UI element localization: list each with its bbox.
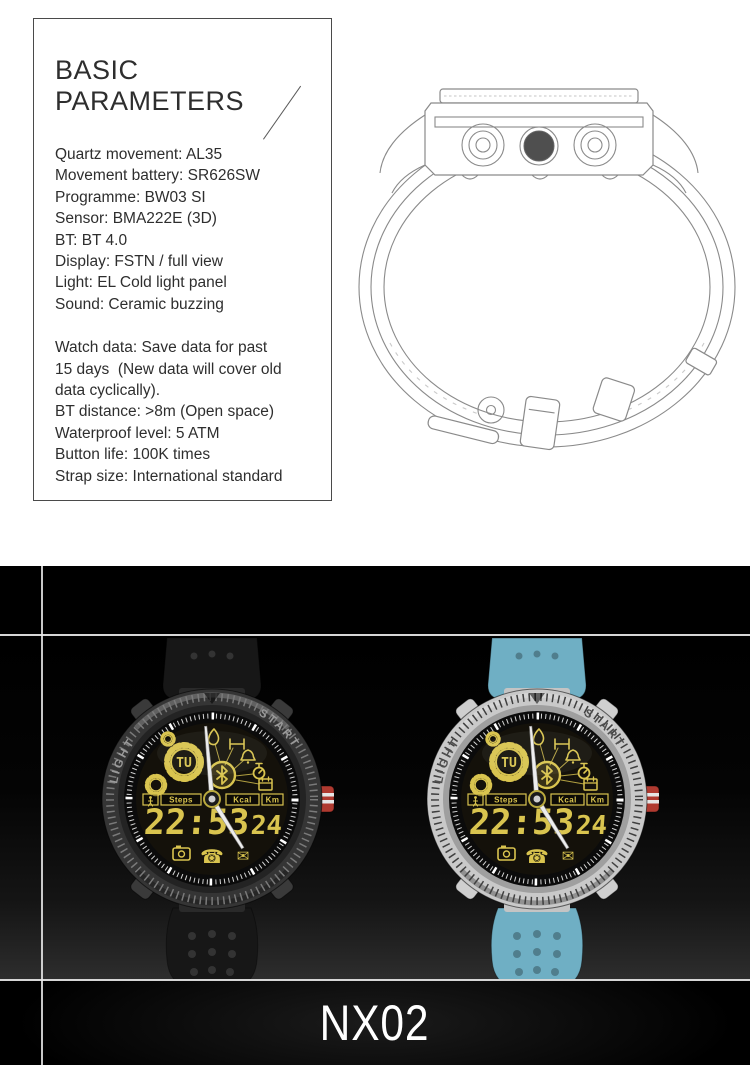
spec-line: Sensor: BMA222E (3D) — [55, 210, 217, 228]
spec-line: Quartz movement: AL35 — [55, 146, 223, 163]
spec-line: Movement battery: SR626SW — [55, 167, 261, 185]
spec-line: Waterproof level: 5 ATM — [55, 424, 220, 442]
model-name-band — [0, 981, 750, 1065]
watch-image-black — [87, 638, 337, 979]
panel-title: BASIC PARAMETERS — [55, 55, 245, 116]
watch-display-area — [0, 636, 750, 979]
spec-line: BT distance: >8m (Open space) — [55, 403, 274, 421]
spec-line: BT: BT 4.0 — [55, 231, 128, 249]
crown-center — [520, 127, 558, 165]
spec-list-2 — [55, 337, 321, 487]
spec-line: Watch data: Save data for past — [55, 339, 268, 357]
watch-side-drawing — [352, 73, 750, 483]
basic-parameters-panel — [33, 18, 332, 501]
buckle-parts — [427, 347, 718, 450]
spec-line: data cyclically). — [55, 382, 161, 400]
product-showcase-section — [0, 566, 750, 1065]
spec-line: Button life: 100K times — [55, 446, 211, 464]
watch-image-blue — [412, 638, 662, 979]
watch-case-side — [380, 89, 698, 193]
spec-line: 15 days (New data will cover old — [55, 360, 282, 378]
spec-line: Display: FSTN / full view — [55, 253, 223, 271]
spec-line: Sound: Ceramic buzzing — [55, 295, 224, 313]
spec-line: Strap size: International standard — [55, 467, 283, 485]
spec-list-1 — [55, 144, 321, 315]
vertical-accent-line — [41, 566, 43, 1065]
model-name: NX02 — [320, 995, 430, 1051]
spec-line: Programme: BW03 SI — [55, 188, 206, 206]
spec-line: Light: EL Cold light panel — [55, 274, 227, 292]
